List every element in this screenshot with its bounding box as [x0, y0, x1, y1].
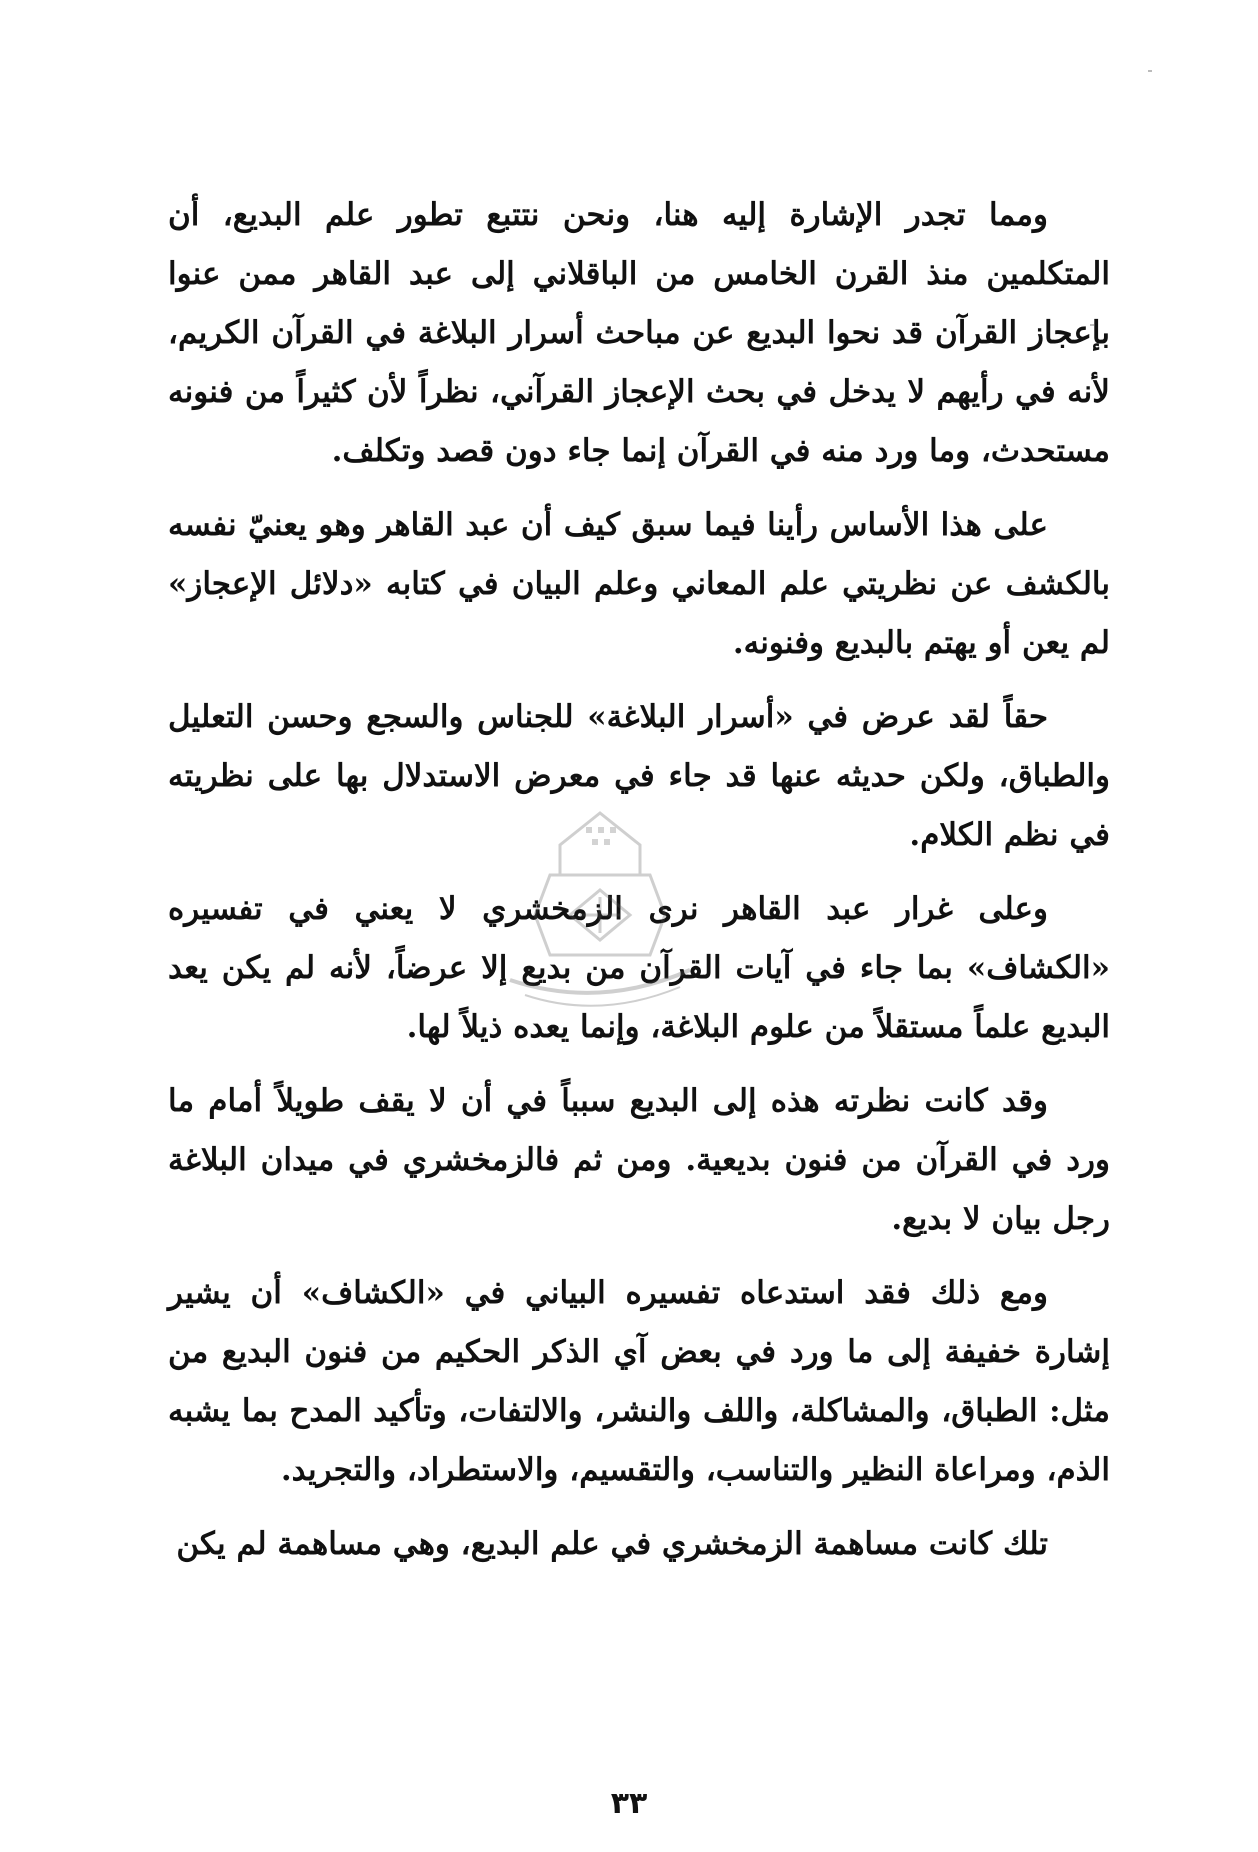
page-number: ٣٣ [610, 1786, 648, 1821]
paragraph-1: ومما تجدر الإشارة إليه هنا، ونحن نتتبع تطور علم البديع، أن المتكلمين منذ القرن الخامس من الباقلاني إلى عبد القاهر ممن عنوا بإعجاز القرآن قد نحوا البديع عن مباحث أسرار البلاغة في القرآن الكريم، لأنه في رأيهم لا يدخل في بحث الإعجاز القرآني، نظراً لأن كثيراً من فنونه مستحدث، وما ورد منه في القرآن إنما جاء دون قصد وتكلف. [168, 197, 1110, 469]
scan-speck [1148, 70, 1152, 72]
paragraph-7: تلك كانت مساهمة الزمخشري في علم البديع، وهي مساهمة لم يكن [176, 1526, 1048, 1562]
paragraph-2: على هذا الأساس رأينا فيما سبق كيف أن عبد القاهر وهو يعنيّ نفسه بالكشف عن نظريتي علم المعاني وعلم البيان في كتابه «دلائل الإعجاز» لم يعن أو يهتم بالبديع وفنونه. [168, 507, 1110, 661]
paragraph-4: وعلى غرار عبد القاهر نرى الزمخشري لا يعني في تفسيره «الكشاف» بما جاء في آيات القرآن من بديع إلا عرضاً، لأنه لم يكن يعد البديع علماً مستقلاً من علوم البلاغة، وإنما يعده ذيلاً لها. [168, 891, 1110, 1045]
paragraph-5: وقد كانت نظرته هذه إلى البديع سبباً في أن لا يقف طويلاً أمام ما ورد في القرآن من فنون بديعية. ومن ثم فالزمخشري في ميدان البلاغة رجل بيان لا بديع. [168, 1083, 1110, 1237]
paragraph-6: ومع ذلك فقد استدعاه تفسيره البياني في «الكشاف» أن يشير إشارة خفيفة إلى ما ورد في بعض آي الذكر الحكيم من فنون البديع من مثل: الطباق، والمشاكلة، واللف والنشر، والالتفات، وتأكيد المدح بما يشبه الذم، ومراعاة النظير والتناسب، والتقسيم، والاستطراد، والتجريد. [168, 1275, 1110, 1488]
body-text [168, 186, 1110, 1589]
paragraph-3: حقاً لقد عرض في «أسرار البلاغة» للجناس والسجع وحسن التعليل والطباق، ولكن حديثه عنها قد جاء في معرض الاستدلال بها على نظريته في نظم الكلام. [168, 699, 1110, 853]
